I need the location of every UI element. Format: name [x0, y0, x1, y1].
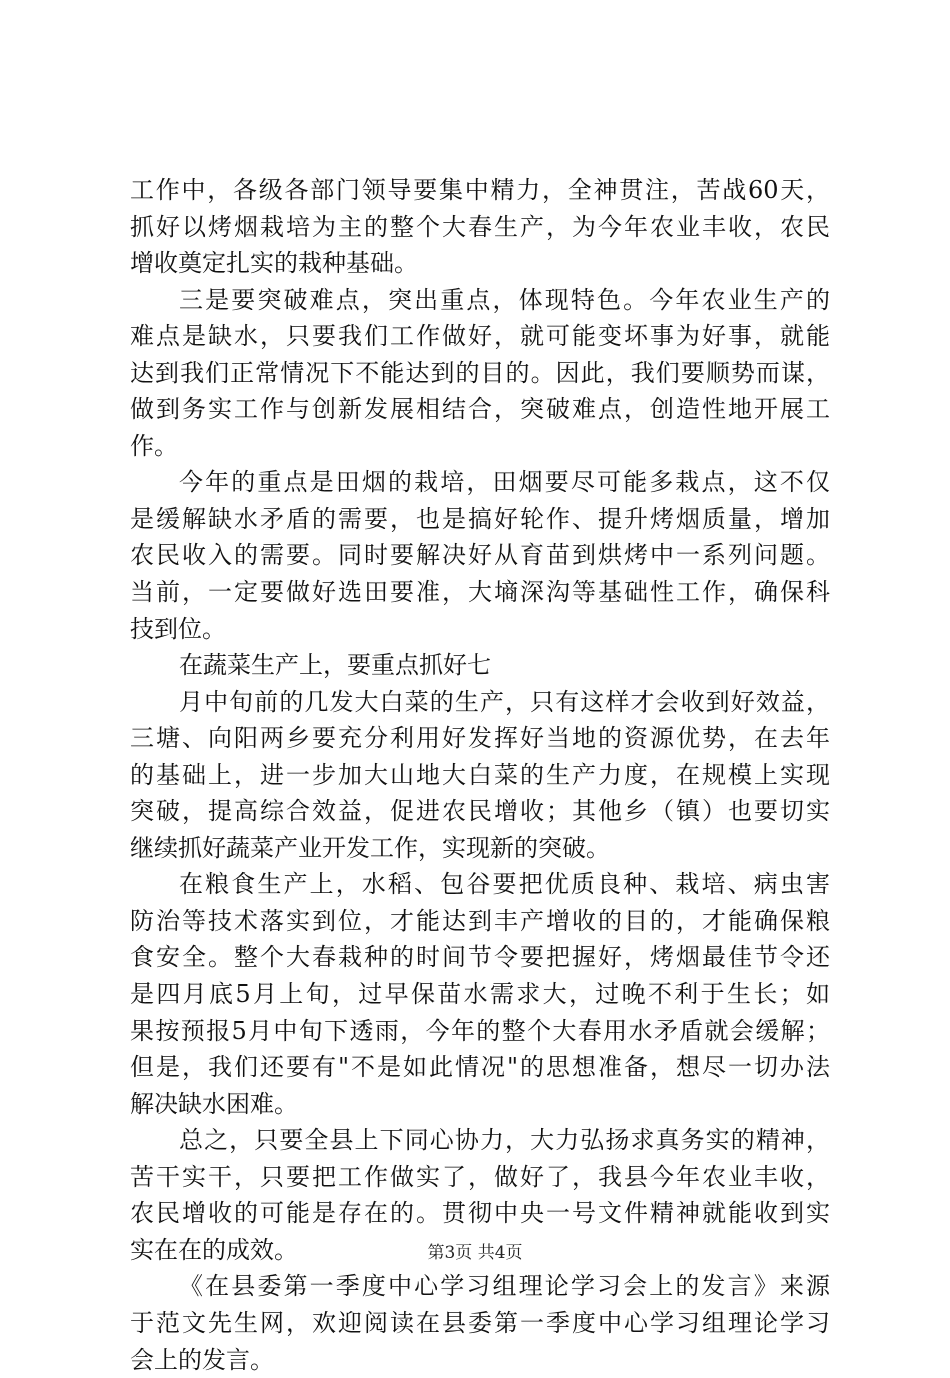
text-line: 今年的重点是田烟的栽培，田烟要尽可能多栽点，这不仅 — [130, 464, 830, 501]
text-line: 当前，一定要做好选田要准，大墒深沟等基础性工作，确保科 — [130, 574, 830, 611]
text-line: 防治等技术落实到位，才能达到丰产增收的目的，才能确保粮 — [130, 903, 830, 940]
text-line: 于范文先生网，欢迎阅读在县委第一季度中心学习组理论学习 — [130, 1305, 830, 1342]
text-line: 三是要突破难点，突出重点，体现特色。今年农业生产的 — [130, 282, 830, 319]
text-line: 总之，只要全县上下同心协力，大力弘扬求真务实的精神， — [130, 1122, 830, 1159]
text-line: 《在县委第一季度中心学习组理论学习会上的发言》来源 — [130, 1268, 830, 1305]
text-line: 但是，我们还要有"不是如此情况"的思想准备，想尽一切办法 — [130, 1049, 830, 1086]
text-line: 做到务实工作与创新发展相结合，突破难点，创造性地开展工 — [130, 391, 830, 428]
text-line: 增收奠定扎实的栽种基础。 — [130, 245, 830, 282]
text-line: 突破，提高综合效益，促进农民增收；其他乡（镇）也要切实 — [130, 793, 830, 830]
text-line: 苦干实干，只要把工作做实了，做好了，我县今年农业丰收， — [130, 1159, 830, 1196]
text-line: 月中旬前的几发大白菜的生产，只有这样才会收到好效益， — [130, 684, 830, 721]
text-line: 解决缺水困难。 — [130, 1086, 830, 1123]
text-line: 达到我们正常情况下不能达到的目的。因此，我们要顺势而谋， — [130, 355, 830, 392]
text-line: 抓好以烤烟栽培为主的整个大春生产，为今年农业丰收，农民 — [130, 209, 830, 246]
text-line: 工作中，各级各部门领导要集中精力，全神贯注，苦战60天， — [130, 172, 830, 209]
text-line: 食安全。整个大春栽种的时间节令要把握好，烤烟最佳节令还 — [130, 939, 830, 976]
text-line: 在粮食生产上，水稻、包谷要把优质良种、栽培、病虫害 — [130, 866, 830, 903]
text-line: 的基础上，进一步加大山地大白菜的生产力度，在规模上实现 — [130, 757, 830, 794]
text-line: 三塘、向阳两乡要充分利用好发挥好当地的资源优势，在去年 — [130, 720, 830, 757]
text-line: 作。 — [130, 428, 830, 465]
text-line: 农民收入的需要。同时要解决好从育苗到烘烤中一系列问题。 — [130, 537, 830, 574]
text-line: 难点是缺水，只要我们工作做好，就可能变坏事为好事，就能 — [130, 318, 830, 355]
text-line: 是四月底5月上旬，过早保苗水需求大，过晚不利于生长；如 — [130, 976, 830, 1013]
text-line: 果按预报5月中旬下透雨，今年的整个大春用水矛盾就会缓解； — [130, 1013, 830, 1050]
text-line: 实在在的成效。 — [130, 1232, 830, 1269]
text-line: 农民增收的可能是存在的。贯彻中央一号文件精神就能收到实 — [130, 1195, 830, 1232]
text-line: 会上的发言。 — [130, 1342, 830, 1378]
page-footer: 第3页 共4页 — [0, 1242, 950, 1264]
text-line: 技到位。 — [130, 611, 830, 648]
text-line: 继续抓好蔬菜产业开发工作，实现新的突破。 — [130, 830, 830, 867]
document-body — [130, 172, 830, 1378]
text-line: 在蔬菜生产上，要重点抓好七 — [130, 647, 830, 684]
text-line: 是缓解缺水矛盾的需要，也是搞好轮作、提升烤烟质量，增加 — [130, 501, 830, 538]
